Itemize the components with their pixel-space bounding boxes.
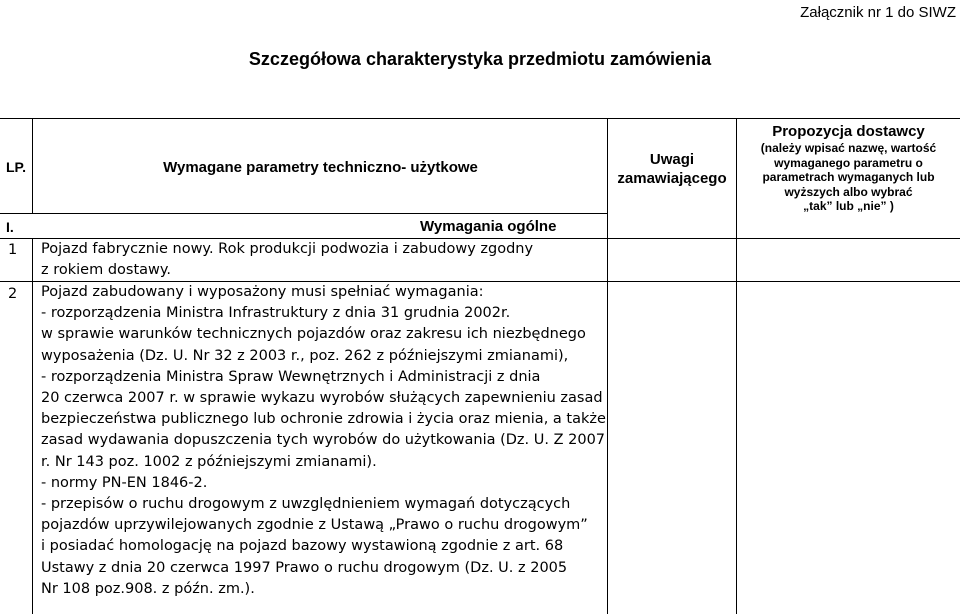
proposal-header-note-1: (należy wpisać nazwę, wartość [760, 141, 937, 155]
document-title: Szczegółowa charakterystyka przedmiotu zamówienia [248, 49, 712, 69]
row-2-line-14: Ustawy z dnia 20 czerwca 1997 Prawo o ruchu drogowym (Dz. U. z 2005 [41, 559, 568, 576]
row-2-line-15: Nr 108 poz.908. z późn. zm.). [41, 580, 255, 597]
row-1-line-1: Pojazd fabrycznie nowy. Rok produkcji podwozia i zabudowy zgodny [41, 241, 534, 257]
row-1-text [41, 239, 533, 281]
proposal-header-title: Propozycja dostawcy [772, 123, 925, 140]
remarks-header-line-1: Uwagi [649, 151, 695, 168]
proposal-header-note-4: wyższych albo wybrać [784, 184, 913, 199]
row-2-line-2: - rozporządzenia Ministra Infrastruktury z dnia 31 grudnia 2002r. [41, 305, 511, 322]
section-number: I. [6, 219, 14, 235]
row-2-line-11: - przepisów o ruchu drogowym z uwzględnieniem wymagań dotyczących [41, 496, 571, 513]
row-2-line-6: 20 czerwca 2007 r. w sprawie wykazu wyrobów służących zapewnieniu zasad [41, 390, 603, 407]
lp-header: LP. [6, 159, 26, 175]
row-2-line-1: Pojazd zabudowany i wyposażony musi spełniać wymagania: [41, 284, 484, 300]
row-2-number: 2 [8, 286, 18, 302]
annex-label: Załącznik nr 1 do SIWZ [800, 4, 956, 21]
row-2-line-7: bezpieczeństwa publicznego lub ochronie zdrowia i życia oraz mienia, a także [41, 411, 606, 428]
table-top-border [0, 118, 960, 119]
proposal-header-note-5: „tak” lub „nie” ) [803, 199, 894, 213]
row-2-line-10: - normy PN-EN 1846-2. [41, 474, 208, 491]
proposal-header [737, 122, 960, 214]
row-1-line-2: z rokiem dostawy. [41, 262, 171, 279]
lp-column-divider [32, 118, 33, 213]
section-title: Wymagania ogólne [420, 218, 557, 235]
row-2-line-9: r. Nr 143 poz. 1002 z późniejszymi zmianami). [41, 453, 377, 470]
row-2-line-12: pojazdów uprzywilejowanych zgodnie z Ustawą „Prawo o ruchu drogowym” [41, 517, 588, 534]
row-2-line-5: - rozporządzenia Ministra Spraw Wewnętrznych i Administracji z dnia [41, 368, 541, 385]
proposal-header-note-3: parametrach wymaganych lub [762, 170, 935, 184]
row-2-line-13: i posiadać homologację na pojazd bazowy wystawioną zgodnie z art. 68 [41, 538, 564, 555]
row-1-number: 1 [8, 242, 18, 258]
row-2-line-8: zasad wydawania dopuszczenia tych wyrobów do użytkowania (Dz. U. Z 2007 [41, 432, 606, 449]
params-header: Wymagane parametry techniczno- użytkowe [163, 159, 478, 176]
row-2-text [41, 282, 606, 600]
requirements-table [0, 118, 960, 614]
row-2-line-4: wyposażenia (Dz. U. Nr 32 z 2003 r., poz. 262 z późniejszymi zmianami), [41, 347, 569, 364]
params-column-divider [607, 118, 608, 614]
lp-column-divider-lower [32, 238, 33, 614]
header-bottom-border [0, 213, 607, 214]
remarks-header-line-2: zamawiającego [617, 170, 727, 187]
remarks-header [608, 150, 736, 188]
proposal-header-note-2: wymaganego parametru o [774, 155, 923, 170]
row-2-line-3: w sprawie warunków technicznych pojazdów oraz zakresu ich niezbędnego [41, 326, 586, 343]
